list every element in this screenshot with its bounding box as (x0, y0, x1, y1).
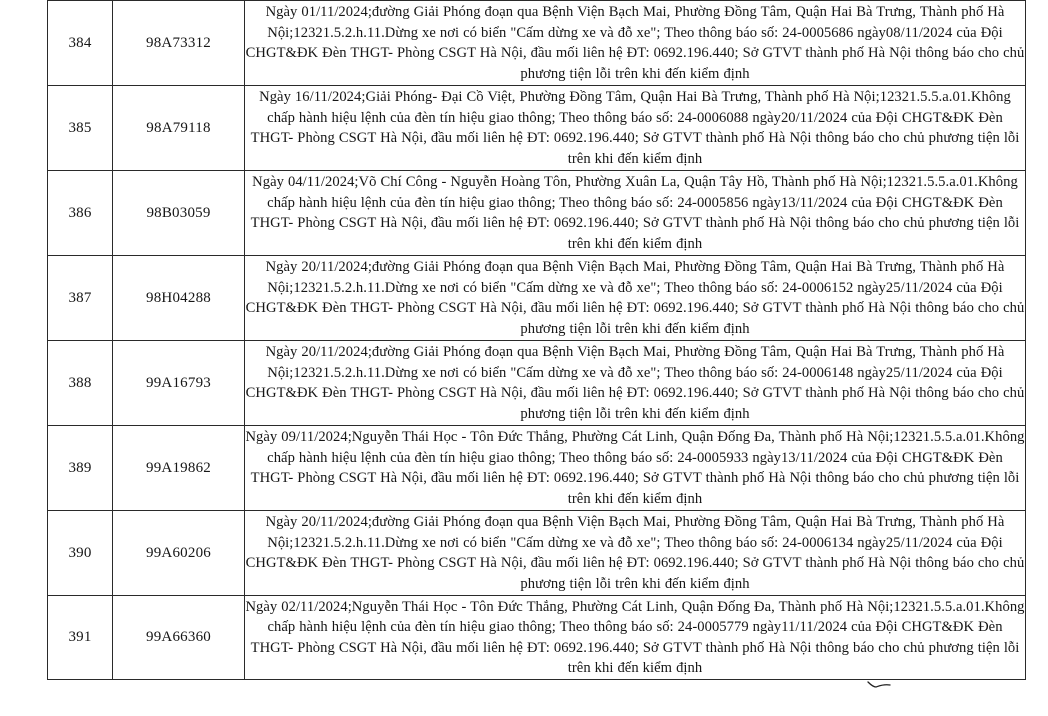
table-row (48, 596, 1026, 680)
row-number: 385 (48, 86, 113, 171)
violation-description: Ngày 04/11/2024;Võ Chí Công - Nguyễn Hoàng Tôn, Phường Xuân La, Quận Tây Hồ, Thành phố Hà Nội;12321.5.5.a.01.Không chấp hành hiệu lệnh của đèn tín hiệu giao thông; Theo thông báo số: 24-0005856 ngày13/11/2024 của Đội CHGT&ĐK Đèn THGT- Phòng CSGT Hà Nội, đầu mối liên hệ ĐT: 0692.196.440; Sở GTVT thành phố Hà Nội thông báo cho chủ phương tiện lỗi trên khi đến kiểm định (245, 171, 1026, 256)
license-plate: 99A19862 (113, 426, 245, 511)
row-number: 384 (48, 1, 113, 86)
violation-description: Ngày 09/11/2024;Nguyễn Thái Học - Tôn Đức Thắng, Phường Cát Linh, Quận Đống Đa, Thành phố Hà Nội;12321.5.5.a.01.Không chấp hành hiệu lệnh của đèn tín hiệu giao thông; Theo thông báo số: 24-0005933 ngày13/11/2024 của Đội CHGT&ĐK Đèn THGT- Phòng CSGT Hà Nội, đầu mối liên hệ ĐT: 0692.196.440; Sở GTVT thành phố Hà Nội thông báo cho chủ phương tiện lỗi trên khi đến kiểm định (245, 426, 1026, 511)
license-plate: 98B03059 (113, 171, 245, 256)
row-number: 389 (48, 426, 113, 511)
violation-description: Ngày 01/11/2024;đường Giải Phóng đoạn qua Bệnh Viện Bạch Mai, Phường Đồng Tâm, Quận Hai Bà Trưng, Thành phố Hà Nội;12321.5.2.h.11.Dừng xe nơi có biển "Cấm dừng xe và đỗ xe"; Theo thông báo số: 24-0005686 ngày08/11/2024 của Đội CHGT&ĐK Đèn THGT- Phòng CSGT Hà Nội, đầu mối liên hệ ĐT: 0692.196.440; Sở GTVT thành phố Hà Nội thông báo cho chủ phương tiện lỗi trên khi đến kiểm định (245, 1, 1026, 86)
row-number: 387 (48, 256, 113, 341)
table-row (48, 341, 1026, 426)
pen-mark-icon (866, 676, 892, 690)
table-row (48, 171, 1026, 256)
violation-description: Ngày 20/11/2024;đường Giải Phóng đoạn qua Bệnh Viện Bạch Mai, Phường Đồng Tâm, Quận Hai Bà Trưng, Thành phố Hà Nội;12321.5.2.h.11.Dừng xe nơi có biển "Cấm dừng xe và đỗ xe"; Theo thông báo số: 24-0006148 ngày25/11/2024 của Đội CHGT&ĐK Đèn THGT- Phòng CSGT Hà Nội, đầu mối liên hệ ĐT: 0692.196.440; Sở GTVT thành phố Hà Nội thông báo cho chủ phương tiện lỗi trên khi đến kiểm định (245, 341, 1026, 426)
row-number: 391 (48, 596, 113, 680)
license-plate: 98A73312 (113, 1, 245, 86)
violation-description: Ngày 20/11/2024;đường Giải Phóng đoạn qua Bệnh Viện Bạch Mai, Phường Đồng Tâm, Quận Hai Bà Trưng, Thành phố Hà Nội;12321.5.2.h.11.Dừng xe nơi có biển "Cấm dừng xe và đỗ xe"; Theo thông báo số: 24-0006152 ngày25/11/2024 của Đội CHGT&ĐK Đèn THGT- Phòng CSGT Hà Nội, đầu mối liên hệ ĐT: 0692.196.440; Sở GTVT thành phố Hà Nội thông báo cho chủ phương tiện lỗi trên khi đến kiểm định (245, 256, 1026, 341)
row-number: 386 (48, 171, 113, 256)
table-row (48, 511, 1026, 596)
table-row (48, 86, 1026, 171)
row-number: 390 (48, 511, 113, 596)
violations-table (47, 0, 1026, 680)
violation-description: Ngày 02/11/2024;Nguyễn Thái Học - Tôn Đức Thắng, Phường Cát Linh, Quận Đống Đa, Thành phố Hà Nội;12321.5.5.a.01.Không chấp hành hiệu lệnh của đèn tín hiệu giao thông; Theo thông báo số: 24-0005779 ngày11/11/2024 của Đội CHGT&ĐK Đèn THGT- Phòng CSGT Hà Nội, đầu mối liên hệ ĐT: 0692.196.440; Sở GTVT thành phố Hà Nội thông báo cho chủ phương tiện lỗi trên khi đến kiểm định (245, 596, 1026, 680)
table-row (48, 256, 1026, 341)
table-row (48, 1, 1026, 86)
table-row (48, 426, 1026, 511)
license-plate: 98A79118 (113, 86, 245, 171)
license-plate: 99A16793 (113, 341, 245, 426)
row-number: 388 (48, 341, 113, 426)
violation-description: Ngày 16/11/2024;Giải Phóng- Đại Cồ Việt, Phường Đồng Tâm, Quận Hai Bà Trưng, Thành phố Hà Nội;12321.5.5.a.01.Không chấp hành hiệu lệnh của đèn tín hiệu giao thông; Theo thông báo số: 24-0006088 ngày20/11/2024 của Đội CHGT&ĐK Đèn THGT- Phòng CSGT Hà Nội, đầu mối liên hệ ĐT: 0692.196.440; Sở GTVT thành phố Hà Nội thông báo cho chủ phương tiện lỗi trên khi đến kiểm định (245, 86, 1026, 171)
license-plate: 99A60206 (113, 511, 245, 596)
license-plate: 98H04288 (113, 256, 245, 341)
violation-description: Ngày 20/11/2024;đường Giải Phóng đoạn qua Bệnh Viện Bạch Mai, Phường Đồng Tâm, Quận Hai Bà Trưng, Thành phố Hà Nội;12321.5.2.h.11.Dừng xe nơi có biển "Cấm dừng xe và đỗ xe"; Theo thông báo số: 24-0006134 ngày25/11/2024 của Đội CHGT&ĐK Đèn THGT- Phòng CSGT Hà Nội, đầu mối liên hệ ĐT: 0692.196.440; Sở GTVT thành phố Hà Nội thông báo cho chủ phương tiện lỗi trên khi đến kiểm định (245, 511, 1026, 596)
license-plate: 99A66360 (113, 596, 245, 680)
